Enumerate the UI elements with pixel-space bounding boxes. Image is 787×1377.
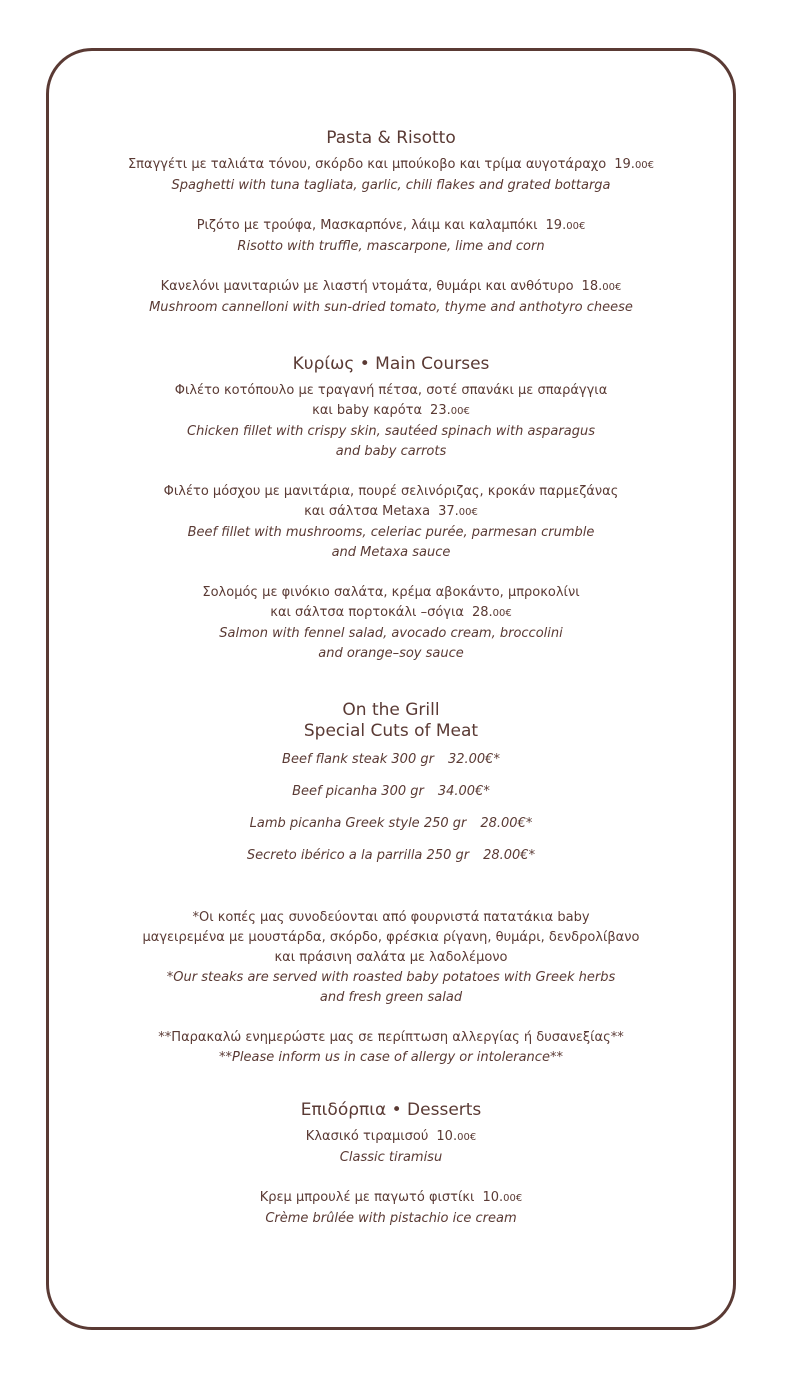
note-english-line2: and fresh green salad	[319, 990, 463, 1005]
note-greek-line1: *Οι κοπές μας συνοδεύονται από φουρνιστά πατατάκια baby	[192, 910, 590, 925]
item-price: 23.00€	[430, 403, 470, 418]
item-greek: Σπαγγέτι με ταλιάτα τόνου, σκόρδο και μπούκοβο και τρίμα αυγοτάραχο 19.00€	[127, 157, 655, 172]
section-desserts	[46, 1100, 736, 1229]
section-title-desserts: Επιδόρπια • Desserts	[300, 1100, 482, 1120]
grill-item: Beef flank steak 300 gr 32.00€*	[282, 752, 500, 767]
menu-item-tiramisu	[46, 1127, 736, 1168]
note-greek-line3: και πράσινη σαλάτα με λαδολέμονο	[274, 950, 508, 965]
item-english-line1: Beef fillet with mushrooms, celeriac purée, parmesan crumble	[187, 525, 595, 540]
item-greek-line2: και baby καρότα 23.00€	[312, 403, 470, 418]
item-price: 10.00€	[482, 1190, 523, 1205]
item-price: 28.00€	[471, 605, 512, 620]
item-price: 19.00€	[614, 157, 655, 172]
item-english-line1: Salmon with fennel salad, avocado cream, broccolini	[219, 626, 563, 641]
item-greek: Ριζότο με τρούφα, Μασκαρπόνε, λάιμ και καλαμπόκι 19.00€	[196, 218, 586, 233]
grill-item: Beef picanha 300 gr 34.00€*	[292, 784, 490, 799]
item-price: 10.00€	[436, 1129, 477, 1144]
item-greek: Κανελόνι μανιταριών με λιαστή ντομάτα, θυμάρι και ανθότυρο 18.00€	[160, 279, 622, 294]
menu-item-risotto	[46, 216, 736, 257]
allergy-note	[46, 1028, 736, 1068]
menu-item-spaghetti	[46, 155, 736, 196]
item-greek: Κρεμ μπρουλέ με παγωτό φιστίκι 10.00€	[259, 1190, 523, 1205]
menu-item-cannelloni	[46, 277, 736, 318]
note-english-line1: *Our steaks are served with roasted baby potatoes with Greek herbs	[166, 970, 616, 985]
item-english: Risotto with truffle, mascarpone, lime and corn	[237, 239, 545, 254]
section-grill	[46, 700, 736, 866]
section-title-mains: Κυρίως • Main Courses	[292, 354, 490, 374]
menu-item-creme-brulee	[46, 1188, 736, 1229]
item-english: Crème brûlée with pistachio ice cream	[265, 1211, 517, 1226]
section-title-pasta: Pasta & Risotto	[326, 128, 456, 148]
item-greek-line2: και σάλτσα πορτοκάλι –σόγια 28.00€	[270, 605, 512, 620]
allergy-greek: **Παρακαλώ ενημερώστε μας σε περίπτωση αλλεργίας ή δυσανεξίας**	[158, 1030, 624, 1045]
item-greek: Κλασικό τιραμισού 10.00€	[305, 1129, 477, 1144]
section-title-grill: On the Grill Special Cuts of Meat	[303, 700, 479, 741]
steak-note	[46, 908, 736, 1008]
item-price: 18.00€	[581, 279, 622, 294]
allergy-english: **Please inform us in case of allergy or intolerance**	[219, 1050, 563, 1065]
grill-item: Lamb picanha Greek style 250 gr 28.00€*	[249, 816, 533, 831]
item-english-line2: and orange–soy sauce	[318, 646, 464, 661]
item-english: Spaghetti with tuna tagliata, garlic, chili flakes and grated bottarga	[171, 178, 611, 193]
item-price: 19.00€	[545, 218, 586, 233]
menu-item-chicken	[46, 381, 736, 462]
note-greek-line2: μαγειρεμένα με μουστάρδα, σκόρδο, φρέσκια ρίγανη, θυμάρι, δενδρολίβανο	[142, 930, 640, 945]
item-english-line2: and Metaxa sauce	[331, 545, 451, 560]
item-english: Mushroom cannelloni with sun-dried tomato, thyme and anthotyro cheese	[149, 300, 633, 315]
item-greek-line1: Σολομός με φινόκιο σαλάτα, κρέμα αβοκάντο, μπροκολίνι	[202, 585, 580, 600]
section-pasta	[46, 128, 736, 318]
item-english-line2: and baby carrots	[335, 444, 447, 459]
item-greek-line1: Φιλέτο κοτόπουλο με τραγανή πέτσα, σοτέ σπανάκι με σπαράγγια	[174, 383, 608, 398]
item-price: 37.00€	[438, 504, 478, 519]
grill-item: Secreto ibérico a la parrilla 250 gr 28.00€*	[246, 848, 536, 863]
menu-item-beef-fillet	[46, 482, 736, 563]
menu-content	[46, 128, 736, 1229]
item-greek-line2: και σάλτσα Metaxa 37.00€	[304, 504, 478, 519]
section-mains	[46, 354, 736, 664]
item-english-line1: Chicken fillet with crispy skin, sautéed spinach with asparagus	[187, 424, 595, 439]
menu-item-salmon	[46, 583, 736, 664]
item-greek-line1: Φιλέτο μόσχου με μανιτάρια, πουρέ σελινόριζας, κροκάν παρμεζάνας	[163, 484, 619, 499]
item-english: Classic tiramisu	[339, 1150, 443, 1165]
